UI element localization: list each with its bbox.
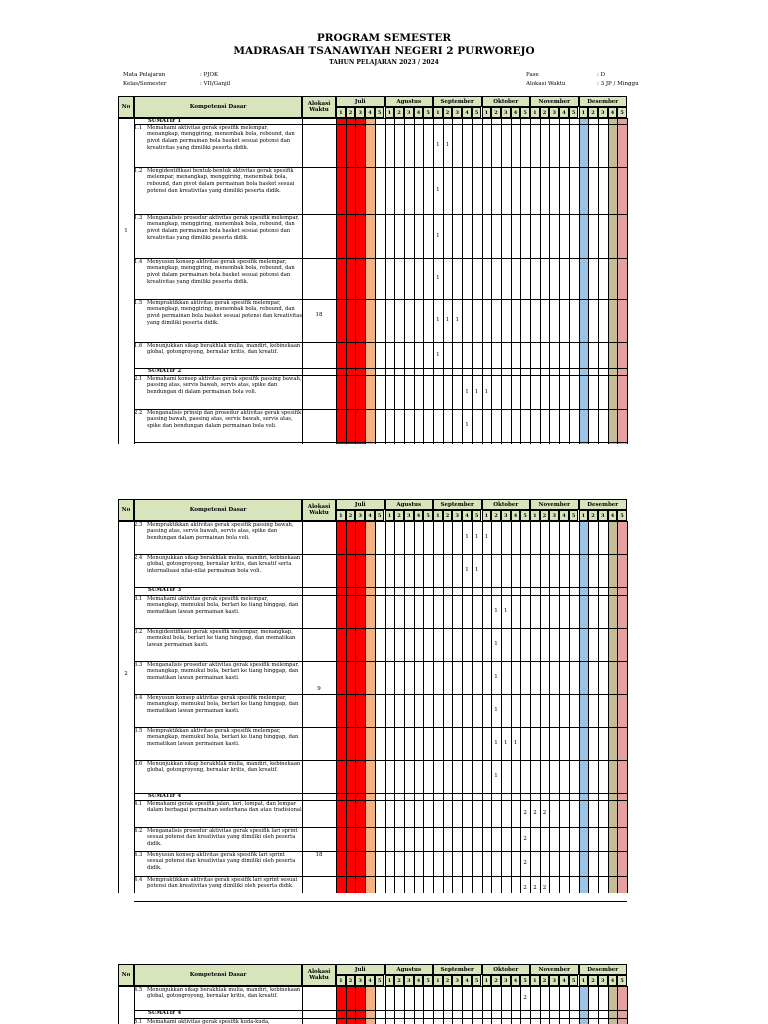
header-week: 4: [414, 510, 424, 521]
kd-number: 1.4: [134, 258, 143, 265]
kd-text: Menunjukkan sikap berakhlak mulia, mandiri, kebinekaan global, gotongroyong, bernalar kritis, dan kreatif.: [147, 342, 301, 356]
header-month: September: [433, 499, 482, 510]
row-divider: [134, 1010, 627, 1011]
sumatif-label: SUMATIF 1: [148, 118, 182, 124]
header-week: 3: [404, 107, 414, 118]
week-column: [404, 521, 414, 893]
week-mark: 1: [465, 422, 469, 428]
header-week: 5: [520, 975, 530, 986]
page-title: PROGRAM SEMESTER: [316, 32, 452, 44]
header-week: 1: [482, 975, 492, 986]
header-week: 4: [414, 107, 424, 118]
header-week: 5: [423, 975, 433, 986]
row-divider: [134, 901, 627, 902]
list-item: [134, 629, 302, 661]
header-week: 2: [588, 107, 598, 118]
week-column: [394, 521, 404, 893]
sumatif-label: SUMATIF 4: [148, 1010, 182, 1016]
header-alokasi: Alokasi Waktu: [302, 964, 336, 986]
header-alokasi: Alokasi Waktu: [302, 96, 336, 118]
header-week: 4: [511, 510, 521, 521]
kd-number: 3.4: [134, 694, 143, 701]
header-week: 3: [404, 975, 414, 986]
week-mark: 1: [455, 317, 459, 323]
header-week: 2: [346, 975, 356, 986]
header-week: 4: [559, 975, 569, 986]
row-divider: [134, 587, 627, 588]
header-month: September: [433, 964, 482, 975]
kd-text: Memahami aktivitas gerak spesifik melempar, menangkap, menggiring, menembak bola, rebound, dan pivot dalam permainan bola basket sesuai potensi dan kreativitas yang dimiliki peserta didik.: [147, 124, 295, 151]
header-week: 2: [491, 975, 501, 986]
kd-number: 2.3: [134, 521, 143, 528]
header-week: 5: [472, 107, 482, 118]
week-mark: 1: [513, 740, 518, 746]
row-divider: [134, 442, 627, 443]
kd-text: Mempraktikkan aktivitas gerak spesifik melempar, menangkap, menggiring, menembak bola, rebound, dan pivot permainan bola basket sesuai potensi dan kreativitas yang dimiliki peserta didik.: [147, 299, 302, 326]
fase-value: : D: [597, 72, 606, 78]
week-mark: 1: [484, 534, 489, 540]
kd-number: 1.1: [134, 124, 143, 131]
header-month: Agustus: [385, 96, 434, 107]
week-mark: 2: [542, 885, 547, 891]
week-column: [346, 521, 356, 893]
header-week: 5: [423, 510, 433, 521]
grid-line: [627, 521, 628, 893]
week-column: [433, 521, 443, 893]
list-item: [134, 376, 302, 409]
week-column: [355, 521, 365, 893]
kd-number: 4.3: [134, 851, 143, 858]
week-column: [462, 521, 472, 893]
header-week: 2: [540, 107, 550, 118]
header-week: 3: [598, 975, 608, 986]
header-week: 4: [608, 975, 618, 986]
table-body: [118, 986, 660, 1024]
list-item: [134, 410, 302, 442]
week-column: [472, 521, 482, 893]
week-mark: 2: [533, 810, 537, 816]
week-column: [336, 521, 346, 893]
header-week: 5: [569, 510, 579, 521]
meta-right: [526, 71, 566, 89]
week-column: [423, 521, 433, 893]
kd-number: 4.5: [134, 986, 143, 993]
header-week: 5: [617, 975, 627, 986]
alokasi-value: 18: [315, 852, 323, 858]
week-mark: 1: [484, 388, 489, 395]
header-week: 5: [375, 107, 385, 118]
header-week: 5: [569, 975, 579, 986]
header-week: 2: [443, 107, 453, 118]
week-column: [549, 521, 559, 893]
kd-text: Mempraktikkan aktivitas gerak spesifik lari sprint sesuai potensi dan kreativitas yang dimiliki oleh peserta didik.: [147, 876, 298, 890]
week-mark: 1: [474, 388, 479, 395]
week-mark: 1: [465, 534, 469, 540]
header-month: Oktober: [482, 96, 531, 107]
kd-text: Menyusun konsep aktivitas gerak spesifik melempar, menangkap, menggiring, menembak bola, rebound, dan pivot dalam permainan bola basket sesuai potensi dan kreativitas yang dimiliki peserta didik.: [147, 258, 295, 285]
week-mark: 1: [436, 275, 440, 281]
header-week: 5: [617, 107, 627, 118]
header-week: 4: [365, 107, 375, 118]
list-item: [134, 300, 302, 342]
row-number: 2: [124, 671, 128, 677]
kd-number: 5.1: [134, 1018, 143, 1024]
header-week: 3: [355, 510, 365, 521]
grid-line: [627, 986, 628, 1024]
header-month: Oktober: [482, 964, 531, 975]
list-item: [134, 695, 302, 727]
school-name: MADRASAH TSANAWIYAH NEGERI 2 PURWOREJO: [233, 45, 535, 57]
header-week: 2: [346, 510, 356, 521]
list-item: [134, 555, 302, 587]
header-no: No: [118, 964, 134, 986]
header-month: Desember: [579, 96, 628, 107]
header-week: 4: [462, 510, 472, 521]
header-week: 2: [540, 510, 550, 521]
header-week: 1: [482, 107, 492, 118]
header-week: 1: [385, 975, 395, 986]
header-week: 5: [472, 975, 482, 986]
header-week: 4: [559, 107, 569, 118]
header-week: 2: [588, 975, 598, 986]
list-item: [134, 877, 302, 901]
week-mark: 1: [436, 317, 440, 323]
header-week: 4: [414, 975, 424, 986]
kd-text: Mengidentifikasi bentuk-bentuk aktivitas gerak spesifik melempar, menangkap, menggiring, menembak bola, rebound, dan pivot dalam permainan bola basket sesuai potensi dan kreativitas yang dimiliki peserta didik.: [147, 167, 295, 194]
grid-line: [302, 521, 303, 893]
table-body: [118, 118, 660, 444]
list-item: [134, 828, 302, 851]
header-month: Juli: [336, 964, 385, 975]
kd-number: 3.1: [134, 595, 143, 602]
week-column: [511, 521, 521, 893]
header-week: 1: [530, 510, 540, 521]
kd-text: Memahami gerak spesifik jalan, lari, lompat, dan lempar dalam berbagai permainan sederhana dan atau tradisional: [147, 800, 302, 814]
header-week: 3: [501, 975, 511, 986]
week-column: [530, 521, 540, 893]
week-mark: 1: [465, 388, 469, 395]
kd-text: Memahami konsep aktivitas gerak spesifik passing bawah, passing atas, servis bawah, servis atas, spike dan bendungan di dalam permainan bola voli.: [147, 375, 302, 395]
week-column: [598, 521, 608, 893]
week-mark: 1: [436, 232, 440, 239]
schedule-table-3: [118, 964, 660, 1024]
header-week: 2: [443, 975, 453, 986]
week-column: [559, 521, 569, 893]
header-month: Desember: [579, 964, 628, 975]
list-item: [134, 215, 302, 258]
row-divider: [118, 986, 627, 987]
week-mark: 1: [494, 740, 498, 746]
week-mark: 1: [465, 567, 469, 573]
list-item: [134, 728, 302, 760]
header-week: 3: [501, 510, 511, 521]
week-column: [608, 521, 618, 893]
alokasi-label: Alokasi Waktu: [526, 81, 566, 87]
header-week: 3: [549, 107, 559, 118]
kd-number: 3.3: [134, 661, 143, 668]
header-kompetensi: Kompetensi Dasar: [134, 96, 302, 118]
week-mark: 1: [503, 608, 508, 614]
week-mark: 1: [436, 187, 440, 193]
week-column: [375, 521, 385, 893]
header-kompetensi: Kompetensi Dasar: [134, 964, 302, 986]
list-item: [134, 596, 302, 628]
kd-text: Menganalisis prosedur aktivitas gerak spesifik melempar, menangkap, menggiring, menembak bola, rebound, dan pivot dalam permainan bola basket sesuai potensi dan kreativitas yang dimiliki peserta didik.: [147, 214, 300, 241]
header-month: Juli: [336, 96, 385, 107]
week-mark: 2: [523, 860, 527, 866]
kd-number: 1.3: [134, 214, 143, 221]
list-item: [134, 662, 302, 694]
kd-text: Menyusun konsep aktivitas gerak spesifik melempar, menangkap, memukul bola, berlari ke tiang hinggap, dan mematikan lawan permainan kasti.: [147, 694, 299, 714]
kd-text: Menyusun konsep aktivitas gerak spesifik lari sprint sesuai potensi dan kreativitas yang dimiliki oleh peserta didik.: [147, 851, 296, 871]
kd-text: Menunjukkan sikap berakhlak mulia, mandiri, kebinekaan global, gotongroyong, bernalar kritis, dan kreatif.: [147, 986, 301, 1000]
meta-left-values: [200, 71, 230, 89]
table-header: [118, 96, 660, 118]
header-month: November: [530, 964, 579, 975]
week-mark: 1: [494, 674, 498, 680]
meta-left: [123, 71, 166, 89]
grid-line: [118, 986, 119, 1024]
alokasi-value: : 3 JP / Minggu: [597, 81, 639, 87]
kd-text: Menunjukkan sikap berakhlak mulia, mandiri, kebinekaan global, gotongroyong, bernalar kritis, dan kreatif serta internalisasi nilai-nilai permainan bola voli.: [147, 554, 301, 574]
header-week: 1: [385, 107, 395, 118]
header-week: 3: [549, 975, 559, 986]
header-week: 5: [375, 510, 385, 521]
kd-number: 1.5: [134, 299, 143, 306]
meta-right-values: [597, 71, 639, 89]
list-item: [134, 343, 302, 368]
week-mark: 2: [542, 810, 547, 816]
header-month: November: [530, 499, 579, 510]
list-item: [134, 168, 302, 214]
schedule-table-1: [118, 96, 660, 444]
kd-number: 4.4: [134, 876, 143, 883]
fase-label: Fase: [526, 72, 539, 78]
week-mark: 1: [494, 773, 498, 779]
header-week: 1: [530, 975, 540, 986]
list-item: [134, 761, 302, 793]
week-mark: 1: [436, 142, 440, 148]
header-alokasi: Alokasi Waktu: [302, 499, 336, 521]
list-item: [134, 1019, 302, 1024]
header-week: 3: [404, 510, 414, 521]
kd-text: Memahami aktivitas gerak spesifik melempar, menangkap, memukul bola, berlari ke tiang hinggap, dan mematikan lawan permainan kasti.: [147, 595, 299, 615]
week-mark: 1: [503, 740, 508, 746]
header-week: 1: [579, 107, 589, 118]
grid-line: [336, 521, 337, 893]
week-mark: 1: [494, 641, 498, 647]
header-week: 4: [608, 510, 618, 521]
kd-text: Mempraktikkan aktivitas gerak spesifik passing bawah, passing atas, servis bawah, servis atas, spike dan bendungan dalam permainan bola voli.: [147, 521, 294, 541]
list-item: [134, 259, 302, 299]
header-week: 1: [482, 510, 492, 521]
week-column: [452, 521, 462, 893]
header-week: 3: [598, 510, 608, 521]
row-divider: [118, 521, 627, 522]
header-week: 4: [462, 975, 472, 986]
header-week: 1: [336, 975, 346, 986]
header-week: 2: [394, 975, 404, 986]
week-mark: 1: [494, 608, 498, 614]
header-week: 5: [375, 975, 385, 986]
week-mark: 2: [523, 835, 527, 842]
sumatif-label: SUMATIF 2: [148, 368, 182, 374]
header-month: Agustus: [385, 499, 434, 510]
header-week: 5: [617, 510, 627, 521]
header-week: 2: [491, 510, 501, 521]
header-week: 1: [385, 510, 395, 521]
header-month: Juli: [336, 499, 385, 510]
grid-line: [118, 521, 119, 893]
header-kompetensi: Kompetensi Dasar: [134, 499, 302, 521]
table-header: [118, 964, 660, 986]
list-item: [134, 852, 302, 876]
header-week: 3: [452, 510, 462, 521]
header-week: 4: [365, 975, 375, 986]
kd-number: 2.2: [134, 409, 143, 416]
kelas-value: : VII/Ganjil: [200, 81, 231, 87]
header-week: 2: [540, 975, 550, 986]
week-column: [569, 521, 579, 893]
week-column: [540, 521, 550, 893]
header-week: 1: [579, 975, 589, 986]
header-week: 1: [579, 510, 589, 521]
header-month: September: [433, 96, 482, 107]
kd-text: Menganalisis prinsip dan prosedur aktivitas gerak spesifik passing bawah, passing atas, servis bawah, servis atas, spike dan bendungan dalam permainan bola voli.: [147, 409, 302, 429]
week-mark: 2: [533, 885, 537, 891]
week-mark: 1: [445, 317, 450, 323]
header-week: 2: [346, 107, 356, 118]
header-week: 5: [520, 107, 530, 118]
week-column: [443, 521, 453, 893]
kd-number: 4.2: [134, 827, 143, 834]
kd-number: 2.1: [134, 375, 143, 382]
academic-year: TAHUN PELAJARAN 2023 / 2024: [329, 59, 439, 66]
header-week: 3: [549, 510, 559, 521]
header-week: 5: [569, 107, 579, 118]
header-week: 1: [336, 107, 346, 118]
header-week: 2: [491, 107, 501, 118]
week-column: [579, 521, 589, 893]
header-week: 5: [520, 510, 530, 521]
kd-number: 3.6: [134, 760, 143, 767]
kd-text: Menganalisis prosedur aktivitas gerak spesifik melempar, menangkap, memukul bola, berlari ke tiang hinggap, dan mematikan lawan permainan kasti.: [147, 661, 300, 681]
week-column: [501, 521, 511, 893]
week-mark: 2: [523, 885, 527, 891]
list-item: [134, 522, 302, 554]
week-mark: 1: [436, 351, 440, 358]
kd-number: 3.2: [134, 628, 143, 635]
row-divider: [118, 118, 627, 119]
header-month: Desember: [579, 499, 628, 510]
header-week: 3: [452, 975, 462, 986]
alokasi-value: 18: [315, 312, 323, 318]
week-column: [482, 521, 492, 893]
header-week: 4: [608, 107, 618, 118]
mapel-label: Mata Pelajaran: [123, 72, 166, 78]
grid-line: [118, 118, 119, 444]
week-mark: 1: [474, 534, 479, 540]
header-week: 3: [598, 107, 608, 118]
grid-line: [627, 118, 628, 444]
kd-number: 4.1: [134, 800, 143, 807]
header-week: 2: [588, 510, 598, 521]
header-week: 1: [433, 975, 443, 986]
header-month: November: [530, 96, 579, 107]
week-mark: 2: [523, 994, 527, 1001]
week-mark: 1: [474, 567, 479, 573]
list-item: [134, 801, 302, 827]
kd-number: 2.4: [134, 554, 143, 561]
week-column: [365, 521, 375, 893]
header-week: 5: [423, 107, 433, 118]
kd-number: 1.6: [134, 342, 143, 349]
kd-text: Menunjukkan sikap berakhlak mulia, mandiri, kebinekaan global, gotongroyong, bernalar kritis, dan kreatif.: [147, 760, 301, 774]
header-week: 1: [530, 107, 540, 118]
row-divider: [134, 368, 627, 369]
kd-number: 3.5: [134, 727, 143, 734]
header-week: 3: [501, 107, 511, 118]
week-column: [414, 521, 424, 893]
table-body: [118, 521, 660, 893]
week-mark: 1: [445, 142, 450, 148]
header-week: 2: [443, 510, 453, 521]
header-no: No: [118, 499, 134, 521]
header-week: 3: [355, 975, 365, 986]
header-week: 5: [472, 510, 482, 521]
kelas-label: Kelas/Semester: [123, 81, 167, 87]
header-week: 1: [336, 510, 346, 521]
header-week: 2: [394, 510, 404, 521]
week-mark: 1: [494, 707, 498, 713]
header-week: 4: [462, 107, 472, 118]
schedule-table-2: [118, 499, 660, 893]
header-week: 4: [365, 510, 375, 521]
header-no: No: [118, 96, 134, 118]
table-header: [118, 499, 660, 521]
list-item: [134, 987, 302, 1010]
week-column: [588, 521, 598, 893]
list-item: [134, 125, 302, 167]
week-column: [385, 521, 395, 893]
header-week: 4: [559, 510, 569, 521]
header-week: 1: [433, 510, 443, 521]
kd-text: Memahami aktivitas gerak spesifik kuda-kuda,: [147, 1018, 270, 1024]
row-number: 1: [124, 228, 128, 234]
alokasi-value: 9: [317, 686, 321, 692]
header-week: 3: [452, 107, 462, 118]
week-mark: 2: [523, 810, 527, 816]
week-column: [617, 521, 627, 893]
kd-number: 1.2: [134, 167, 143, 174]
sumatif-label: SUMATIF 3: [148, 587, 182, 593]
kd-text: Mempraktikkan aktivitas gerak spesifik melempar, menangkap, memukul bola, berlari ke tiang hinggap, dan mematikan lawan permainan kasti.: [147, 727, 299, 747]
sumatif-label: SUMATIF 4: [148, 793, 182, 799]
mapel-value: : PJOK: [200, 72, 219, 78]
row-divider: [134, 793, 627, 794]
header-week: 4: [511, 107, 521, 118]
header-week: 3: [355, 107, 365, 118]
header-month: Oktober: [482, 499, 531, 510]
kd-text: Menganalisis prosedur aktivitas gerak spesifik lari sprint sesuai potensi dan kreativitas yang dimiliki oleh peserta didik.: [147, 827, 298, 847]
header-week: 4: [511, 975, 521, 986]
kd-text: Mengidentifikasi gerak spesifik melempar, menangkap, memukul bola, berlari ke tiang hinggap, dan mematikan lawan permainan kasti.: [147, 628, 296, 648]
header-month: Agustus: [385, 964, 434, 975]
header-week: 1: [433, 107, 443, 118]
header-week: 2: [394, 107, 404, 118]
